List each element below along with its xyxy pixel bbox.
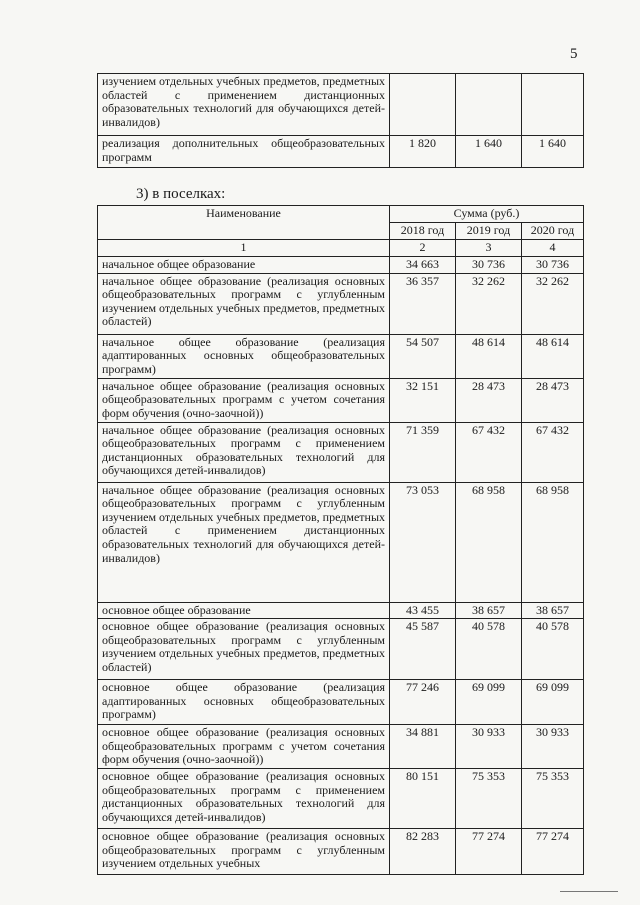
row-name: основное общее образование (реализация основных общеобразовательных программ с учетом сочетания форм обучения (очно-заочной)) [98,725,390,769]
value-2019: 28 473 [456,378,522,422]
value-2018 [390,74,456,136]
value-2020: 32 262 [522,273,584,334]
value-2019: 69 099 [456,680,522,725]
table-row [98,725,584,769]
value-2020: 30 933 [522,725,584,769]
scan-edge-line [560,891,618,892]
row-name: начальное общее образование [98,257,390,274]
row-name: основное общее образование (реализация основных общеобразовательных программ с применением дистанционных образовательных технологий для обучающихся детей-инвалидов) [98,769,390,829]
value-2020: 75 353 [522,769,584,829]
value-2020: 1 640 [522,136,584,168]
value-2019: 75 353 [456,769,522,829]
table-row [98,422,584,482]
top-table [97,73,584,168]
row-name: основное общее образование [98,602,390,619]
column-number: 2 [390,240,456,257]
value-2019: 30 933 [456,725,522,769]
main-table [97,205,584,875]
value-2019: 77 274 [456,829,522,875]
value-2019: 40 578 [456,619,522,680]
value-2018: 71 359 [390,422,456,482]
value-2018: 1 820 [390,136,456,168]
row-name: реализация дополнительных общеобразовательных программ [98,136,390,168]
row-name: начальное общее образование (реализация основных общеобразовательных программ с углубленным изучением отдельных учебных предметов, предметных областей) [98,273,390,334]
value-2018: 32 151 [390,378,456,422]
value-2018: 34 663 [390,257,456,274]
value-2019: 38 657 [456,602,522,619]
table-row [98,602,584,619]
table-row [98,74,584,136]
column-number: 1 [98,240,390,257]
column-number: 3 [456,240,522,257]
value-2020: 48 614 [522,334,584,378]
row-name: основное общее образование (реализация основных общеобразовательных программ с углубленным изучением отдельных учебных [98,829,390,875]
table-row [98,136,584,168]
column-number-row [98,240,584,257]
table-row [98,378,584,422]
value-2019: 67 432 [456,422,522,482]
section-heading: 3) в поселках: [136,186,226,202]
row-name: начальное общее образование (реализация основных общеобразовательных программ с учетом сочетания форм обучения (очно-заочной)) [98,378,390,422]
table-row [98,334,584,378]
table-row [98,769,584,829]
table-row [98,257,584,274]
column-header-sum: Сумма (руб.) [390,206,584,223]
value-2020: 40 578 [522,619,584,680]
value-2018: 80 151 [390,769,456,829]
value-2018: 36 357 [390,273,456,334]
table-row [98,482,584,602]
row-name: начальное общее образование (реализация основных общеобразовательных программ с применением дистанционных образовательных технологий для обучающихся детей-инвалидов) [98,422,390,482]
value-2020: 30 736 [522,257,584,274]
row-name: основное общее образование (реализация адаптированных основных общеобразовательных программ) [98,680,390,725]
column-number: 4 [522,240,584,257]
row-name: начальное общее образование (реализация адаптированных основных общеобразовательных программ) [98,334,390,378]
table-row [98,680,584,725]
value-2019 [456,74,522,136]
value-2019: 68 958 [456,482,522,602]
value-2020: 38 657 [522,602,584,619]
value-2018: 43 455 [390,602,456,619]
column-header-name: Наименование [98,206,390,240]
header-row [98,206,584,223]
value-2020: 67 432 [522,422,584,482]
value-2018: 54 507 [390,334,456,378]
value-2018: 77 246 [390,680,456,725]
row-name: начальное общее образование (реализация основных общеобразовательных программ с углубленным изучением отдельных учебных предметов, предметных областей с применением дистанционных образовательных технологий для обучающихся детей-инвалидов) [98,482,390,602]
row-name: основное общее образование (реализация основных общеобразовательных программ с углубленным изучением отдельных учебных предметов, предметных областей) [98,619,390,680]
value-2018: 34 881 [390,725,456,769]
value-2019: 30 736 [456,257,522,274]
value-2019: 48 614 [456,334,522,378]
value-2018: 45 587 [390,619,456,680]
value-2020: 68 958 [522,482,584,602]
column-header-year: 2020 год [522,223,584,240]
column-header-year: 2018 год [390,223,456,240]
value-2020 [522,74,584,136]
table-row [98,273,584,334]
value-2019: 1 640 [456,136,522,168]
row-name: изучением отдельных учебных предметов, предметных областей с применением дистанционных образовательных технологий для обучающихся детей-инвалидов) [98,74,390,136]
value-2018: 82 283 [390,829,456,875]
table-row [98,619,584,680]
value-2018: 73 053 [390,482,456,602]
page-number: 5 [570,46,578,62]
table-row [98,829,584,875]
value-2020: 77 274 [522,829,584,875]
column-header-year: 2019 год [456,223,522,240]
value-2020: 69 099 [522,680,584,725]
value-2019: 32 262 [456,273,522,334]
value-2020: 28 473 [522,378,584,422]
